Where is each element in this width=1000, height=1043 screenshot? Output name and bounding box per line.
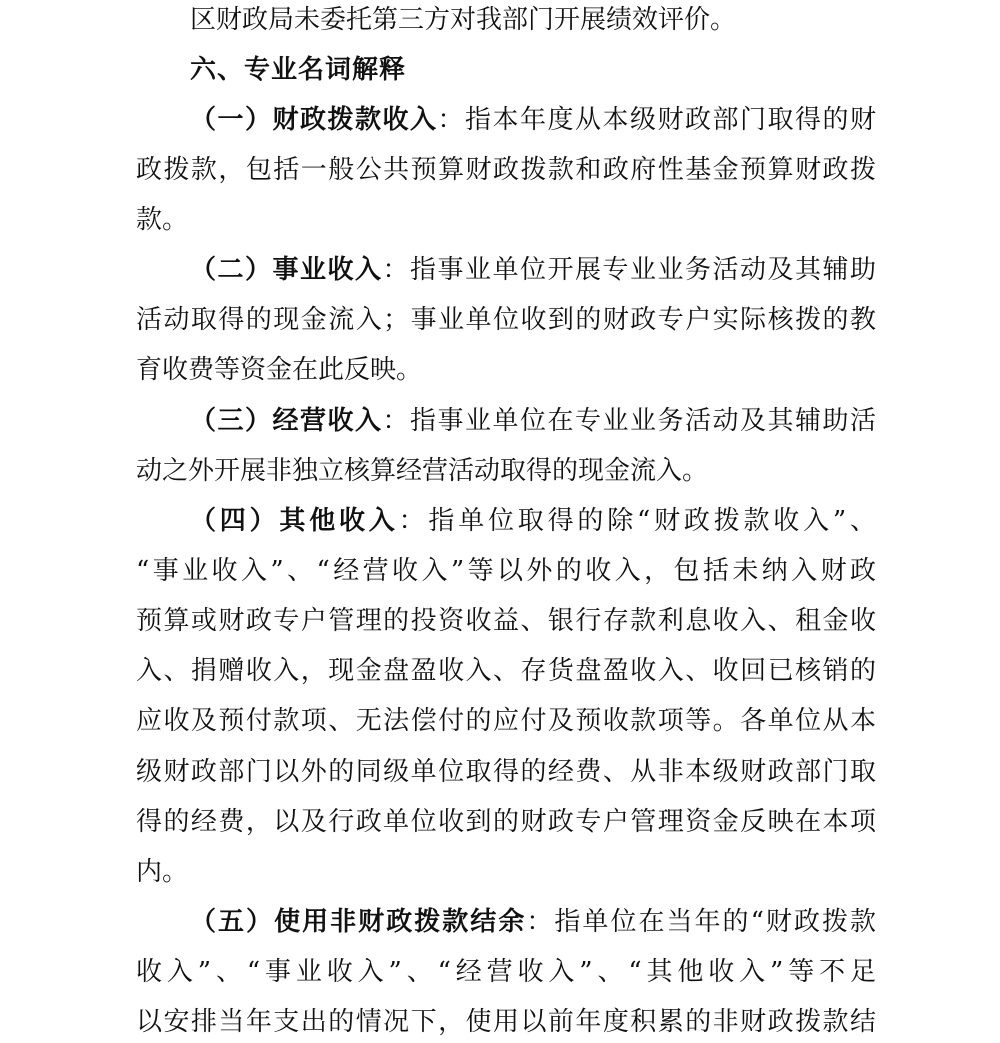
intro-tail-text: 区财政局未委托第三方对我部门开展绩效评价。 [190, 5, 737, 35]
item-5-line-3 [136, 1005, 876, 1039]
item-4-line-8 [136, 855, 876, 889]
item-3-line-1 [190, 404, 876, 438]
item-1-line-1 [190, 103, 876, 137]
item-3-text: ：指事业单位在专业业务活动及其辅助活 [382, 406, 876, 436]
item-5-term: （五）使用非财政拨款结余 [190, 907, 527, 937]
item-4-text: 入、捐赠收入，现金盘盈收入、存货盘盈收入、收回已核销的 [136, 656, 876, 686]
section-heading [190, 53, 876, 87]
item-1-term: （一）财政拨款收入 [190, 105, 438, 135]
item-4-text: 级财政部门以外的同级单位取得的经费、从非本级财政部门取 [136, 757, 876, 787]
item-1-text: ：指本年度从本级财政部门取得的财 [437, 105, 876, 135]
item-3-text: 动之外开展非独立核算经营活动取得的现金流入。 [136, 456, 709, 486]
item-4-line-7 [136, 805, 876, 839]
item-5-text: ：指单位在当年的“财政拨款 [526, 907, 876, 937]
item-4-text: 得的经费，以及行政单位收到的财政专户管理资金反映在本项 [136, 807, 876, 837]
item-3-term: （三）经营收入 [190, 406, 383, 436]
item-1-text: 款。 [136, 205, 189, 235]
item-4-term: （四）其他收入 [190, 506, 399, 536]
item-2-line-2 [136, 303, 876, 337]
item-5-line-2 [136, 955, 876, 989]
section-heading-text: 六、专业名词解释 [190, 55, 407, 85]
item-4-text: 预算或财政专户管理的投资收益、银行存款利息收入、租金收 [136, 606, 876, 636]
item-1-text: 政拨款，包括一般公共预算财政拨款和政府性基金预算财政拨 [136, 155, 876, 185]
item-4-line-5 [136, 704, 876, 738]
item-2-term: （二）事业收入 [190, 255, 383, 285]
item-2-text: 育收费等资金在此反映。 [136, 355, 423, 385]
item-4-line-2 [136, 554, 876, 588]
intro-tail-line [190, 3, 876, 37]
item-5-text: 收入”、“事业收入”、“经营收入”、“其他收入”等不足 [136, 957, 876, 987]
item-2-text: 活动取得的现金流入；事业单位收到的财政专户实际核拨的教 [136, 305, 876, 335]
item-4-text: 应收及预付款项、无法偿付的应付及预收款项等。各单位从本 [136, 706, 876, 736]
item-4-text: “事业收入”、“经营收入”等以外的收入，包括未纳入财政 [136, 556, 876, 586]
item-1-line-2 [136, 153, 876, 187]
item-1-line-3 [136, 203, 876, 237]
item-4-line-1 [190, 504, 876, 538]
item-5-line-1 [190, 905, 876, 939]
item-2-line-3 [136, 353, 876, 387]
item-5-text: 以安排当年支出的情况下，使用以前年度积累的非财政拨款结 [136, 1007, 876, 1037]
item-2-line-1 [190, 253, 876, 287]
item-4-text: ：指单位取得的除“财政拨款收入”、 [398, 506, 876, 536]
item-4-line-6 [136, 755, 876, 789]
item-3-line-2 [136, 454, 876, 488]
item-4-line-4 [136, 654, 876, 688]
item-4-line-3 [136, 604, 876, 638]
item-2-text: ：指事业单位开展专业业务活动及其辅助 [382, 255, 876, 285]
item-4-text: 内。 [136, 857, 189, 887]
